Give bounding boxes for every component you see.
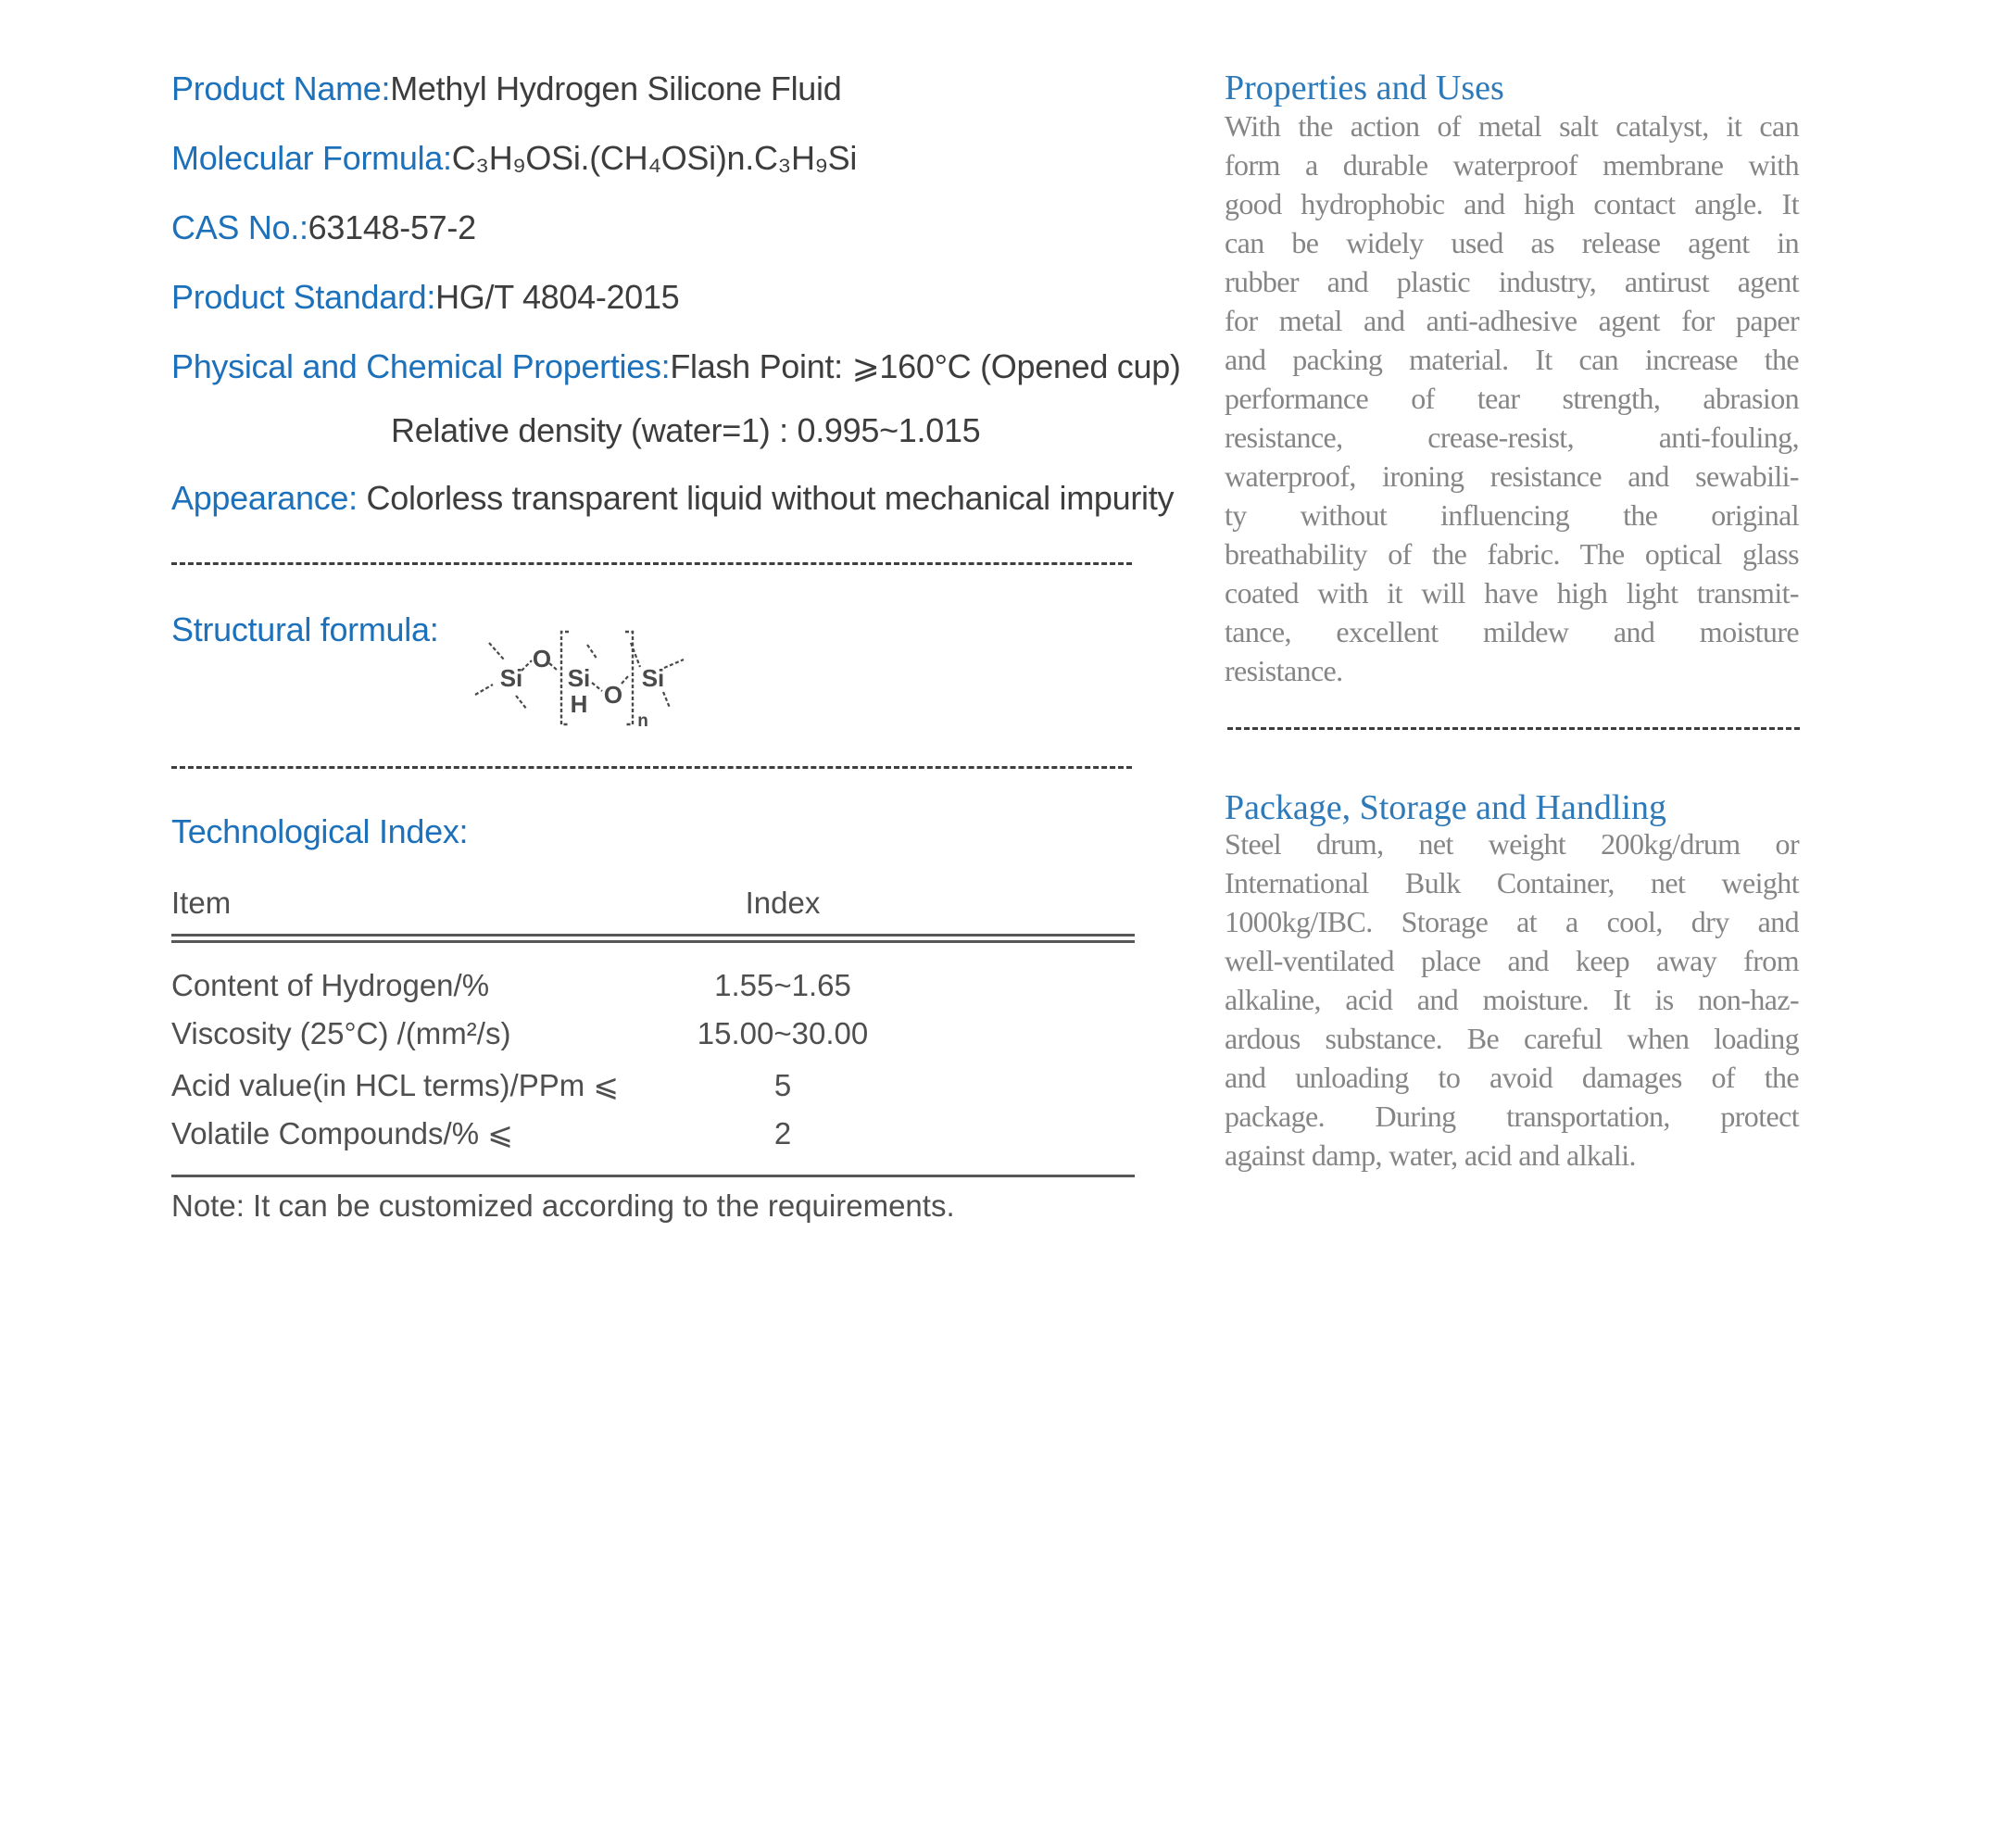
properties-uses-heading: Properties and Uses: [1225, 69, 1504, 107]
divider-dashed-bottom: [171, 766, 1132, 769]
paragraph-line: rubber and plastic industry, antirust agent: [1225, 265, 1799, 298]
paragraph-line: coated with it will have high light transmit-: [1225, 576, 1799, 610]
field-molecular-formula: [171, 138, 857, 179]
field-value: C₃H₉OSi.(CH₄OSi)n.C₃H₉Si: [451, 139, 858, 177]
package-storage-paragraph: [1225, 824, 1799, 1175]
table-double-rule: [171, 934, 1135, 943]
field-product-standard: [171, 277, 679, 318]
paragraph-line: well-ventilated place and keep away from: [1225, 944, 1799, 977]
paragraph-line: and unloading to avoid damages of the: [1225, 1061, 1799, 1094]
structural-formula-drawing: [454, 563, 685, 735]
field-label: Appearance:: [171, 479, 358, 517]
field-label: Product Standard:: [171, 278, 436, 316]
atom-si: Si: [641, 664, 665, 692]
repeat-subscript-n: n: [637, 711, 648, 731]
table-bottom-rule: [171, 1175, 1135, 1177]
atom-o: O: [603, 681, 623, 709]
properties-uses-paragraph: [1225, 107, 1799, 690]
field-label: CAS No.:: [171, 208, 308, 246]
relative-density-value: Relative density (water=1) : 0.995~1.015: [391, 411, 981, 449]
paragraph-line: tance, excellent mildew and moisture: [1225, 615, 1799, 648]
paragraph-line: ty without influencing the original: [1225, 498, 1799, 532]
paragraph-line: Steel drum, net weight 200kg/drum or: [1225, 827, 1799, 861]
paragraph-line: 1000kg/IBC. Storage at a cool, dry and: [1225, 905, 1799, 938]
atom-si: Si: [499, 664, 523, 692]
atom-o: O: [532, 645, 552, 673]
field-label: Molecular Formula:: [171, 139, 452, 177]
package-storage-heading: Package, Storage and Handling: [1225, 788, 1666, 827]
paragraph-line: performance of tear strength, abrasion: [1225, 382, 1799, 415]
tech-index-heading: Technological Index:: [171, 812, 469, 850]
table-row-item: Acid value(in HCL terms)/PPm ⩽: [171, 1068, 620, 1102]
paragraph-line: resistance, crease-resist, anti-fouling,: [1225, 421, 1799, 454]
field-cas-no: [171, 207, 476, 248]
atom-si: Si: [567, 664, 591, 692]
divider-dashed-right-column: [1227, 727, 1800, 730]
paragraph-line: good hydrophobic and high contact angle. It: [1225, 187, 1799, 220]
paragraph-line: for metal and anti-adhesive agent for paper: [1225, 304, 1799, 337]
table-row-item: Content of Hydrogen/%: [171, 968, 490, 1002]
field-appearance: [171, 478, 1174, 519]
paragraph-line: alkaline, acid and moisture. It is non-haz-: [1225, 983, 1799, 1016]
paragraph-line: International Bulk Container, net weight: [1225, 866, 1799, 899]
table-row-value: 15.00~30.00: [697, 1016, 869, 1050]
field-value: 63148-57-2: [308, 208, 476, 246]
paragraph-line: ardous substance. Be careful when loading: [1225, 1022, 1799, 1055]
field-physical-chemical: [171, 346, 1181, 387]
table-row-value: 5: [773, 1068, 792, 1102]
field-label: Product Name:: [171, 69, 391, 107]
field-product-name: [171, 69, 841, 109]
table-row-item: Volatile Compounds/% ⩽: [171, 1116, 513, 1150]
field-value: Flash Point: ⩾160°C (Opened cup): [670, 347, 1181, 385]
structural-formula-label: Structural formula:: [171, 610, 439, 648]
table-row-value: 1.55~1.65: [714, 968, 851, 1002]
field-label: Physical and Chemical Properties:: [171, 347, 671, 385]
field-value: Methyl Hydrogen Silicone Fluid: [390, 69, 842, 107]
paragraph-line: can be widely used as release agent in: [1225, 226, 1799, 259]
paragraph-line: breathability of the fabric. The optical glass: [1225, 537, 1799, 571]
table-header-item: Item: [171, 886, 232, 920]
paragraph-line: form a durable waterproof membrane with: [1225, 148, 1799, 182]
table-note: Note: It can be customized according to the requirements.: [171, 1188, 955, 1223]
paragraph-line: waterproof, ironing resistance and sewabili-: [1225, 459, 1799, 493]
paragraph-line: against damp, water, acid and alkali.: [1225, 1138, 1636, 1172]
field-value: Colorless transparent liquid without mechanical impurity: [357, 479, 1175, 517]
paragraph-line: package. During transportation, protect: [1225, 1100, 1799, 1133]
table-header-index: Index: [745, 886, 821, 920]
atom-h: H: [570, 690, 588, 718]
paragraph-line: and packing material. It can increase the: [1225, 343, 1799, 376]
table-row-value: 2: [773, 1116, 792, 1150]
field-value: HG/T 4804-2015: [435, 278, 680, 316]
atom-labels: [500, 645, 665, 731]
paragraph-line: With the action of metal salt catalyst, it can: [1225, 109, 1799, 143]
table-row-item: Viscosity (25°C) /(mm²/s): [171, 1016, 511, 1050]
paragraph-line: resistance.: [1225, 654, 1343, 687]
relative-density-line: [391, 410, 980, 451]
